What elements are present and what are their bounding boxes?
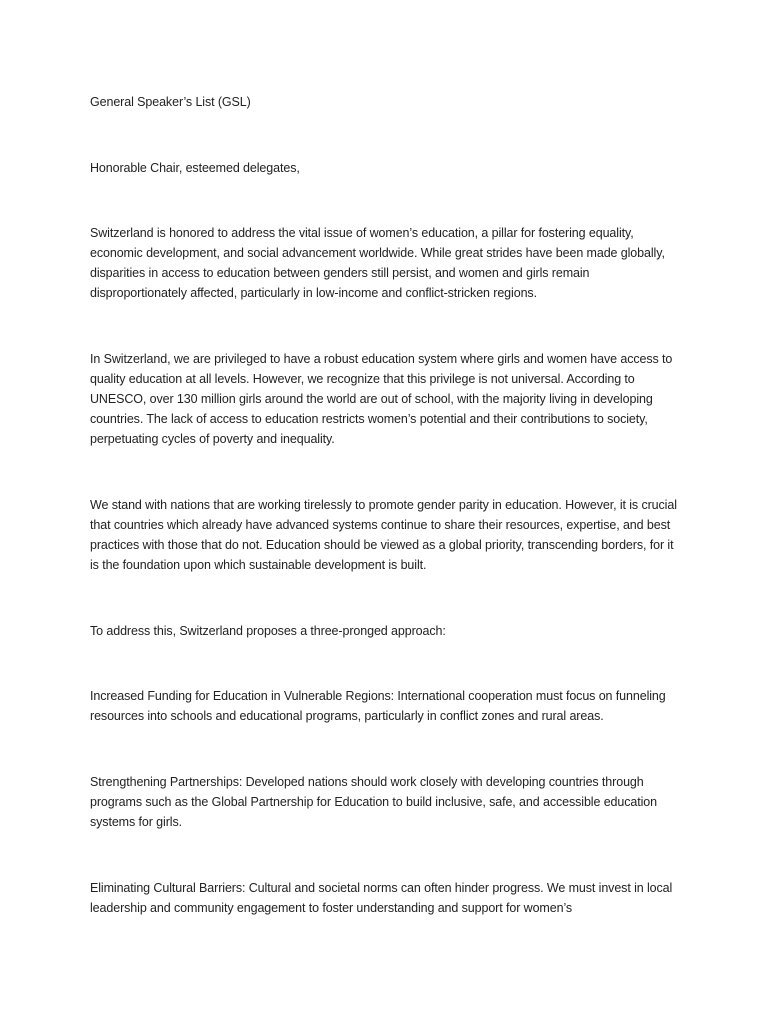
document-title: General Speaker’s List (GSL) bbox=[90, 95, 251, 109]
salutation: Honorable Chair, esteemed delegates, bbox=[90, 161, 300, 175]
approach-item-cultural-barriers: Eliminating Cultural Barriers: Cultural and societal norms can often hinder progress. We must invest in local leadership and community engagement to foster understanding and support for women’s bbox=[90, 881, 673, 915]
approach-intro: To address this, Switzerland proposes a three-pronged approach: bbox=[90, 624, 446, 638]
paragraph-switzerland-context: In Switzerland, we are privileged to have a robust education system where girls and women have access to quality education at all levels. However, we recognize that this privilege is not universal. According to UNESCO, over 130 million girls around the world are out of school, with the majority living in developing countries. The lack of access to education restricts women’s potential and their contributions to society, perpetuating cycles of poverty and inequality. bbox=[90, 352, 673, 446]
paragraph-intro: Switzerland is honored to address the vital issue of women’s education, a pillar for fostering equality, economic development, and social advancement worldwide. While great strides have been made globally, disparities in access to education between genders still persist, and women and girls remain disproportionately affected, particularly in low-income and conflict-stricken regions. bbox=[90, 226, 665, 300]
paragraph-solidarity: We stand with nations that are working tirelessly to promote gender parity in education. However, it is crucial that countries which already have advanced systems continue to share their resources, expertise, and best practices with those that do not. Education should be viewed as a global priority, transcending borders, for it is the foundation upon which sustainable development is built. bbox=[90, 498, 677, 572]
approach-item-funding: Increased Funding for Education in Vulnerable Regions: International cooperation must focus on funneling resources into schools and educational programs, particularly in conflict zones and rural areas. bbox=[90, 689, 666, 723]
approach-item-partnerships: Strengthening Partnerships: Developed nations should work closely with developing countries through programs such as the Global Partnership for Education to build inclusive, safe, and accessible education systems for girls. bbox=[90, 775, 658, 829]
